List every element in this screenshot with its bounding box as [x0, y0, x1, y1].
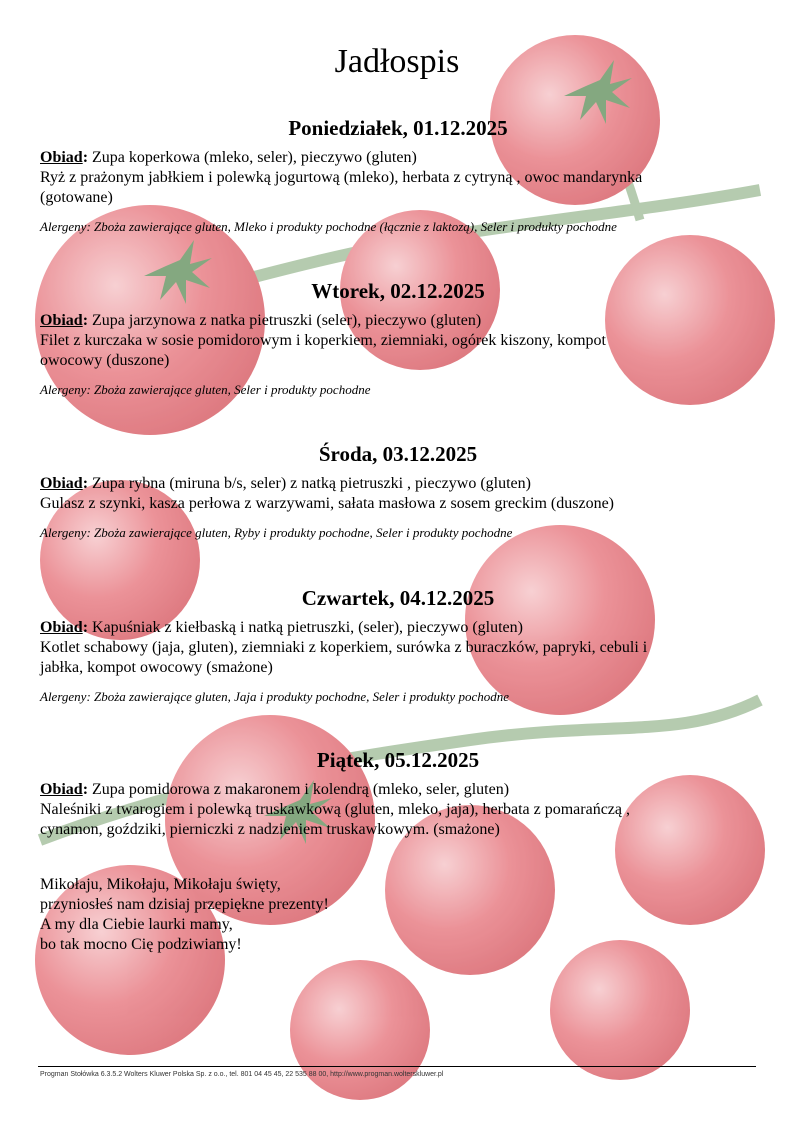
meal-line: Kotlet schabowy (jaja, gluten), ziemniaki z koperkiem, surówka z buraczków, papryki, cebuli i: [40, 639, 648, 656]
meal-line: cynamon, goździki, pierniczki z nadzieniem truskawkowym. (smażone): [40, 821, 500, 838]
poem-line: Mikołaju, Mikołaju, Mikołaju święty,: [40, 876, 281, 893]
day-heading: Wtorek, 02.12.2025: [311, 279, 485, 303]
day-friday: Piątek, 05.12.2025 Obiad: Zupa pomidorowa z makaronem i kolendrą (mleko, seler, gluten) Naleśniki z twarogiem i polewką truskawkową (gluten, mleko, jaja), herbata z pomarańczą , cynamon, goździki, pierniczki z nadzieniem truskawkowym. (smażone): [40, 746, 756, 840]
poem-line: przyniosłeś nam dzisiaj przepiękne prezenty!: [40, 896, 329, 913]
day-heading: Środa, 03.12.2025: [318, 442, 478, 466]
meal-line: owocowy (duszone): [40, 352, 170, 369]
day-heading: Piątek, 05.12.2025: [316, 748, 480, 772]
day-tuesday: Wtorek, 02.12.2025 Obiad: Zupa jarzynowa z natka pietruszki (seler), pieczywo (gluten) Filet z kurczaka w sosie pomidorowym i koperkiem, ziemniaki, ogórek kiszony, kompot owocowy (duszone) Alergeny: Zboża zawierające gluten, Seler i produkty pochodne: [40, 277, 756, 398]
poem-line: bo tak mocno Cię podziwiamy!: [40, 936, 242, 953]
meal-line: Naleśniki z twarogiem i polewką truskawkową (gluten, mleko, jaja), herbata z pomarańczą ,: [40, 801, 630, 818]
meal-line: Zupa pomidorowa z makaronem i kolendrą (mleko, seler, gluten): [92, 781, 510, 798]
day-thursday: Czwartek, 04.12.2025 Obiad: Kapuśniak z kiełbaską i natką pietruszki, (seler), pieczywo (gluten) Kotlet schabowy (jaja, gluten), ziemniaki z koperkiem, surówka z buraczków, papryki, cebuli i jabłka, kompot owocowy (smażone) Alergeny: Zboża zawierające gluten, Jaja i produkty pochodne, Seler i produkty pochodne: [40, 584, 756, 705]
day-heading: Czwartek, 04.12.2025: [301, 586, 495, 610]
allergens-text: Alergeny: Zboża zawierające gluten, Jaja i produkty pochodne, Seler i produkty pochodne: [40, 689, 509, 704]
meal-line: Kapuśniak z kiełbaską i natką pietruszki, (seler), pieczywo (gluten): [92, 619, 523, 636]
meal-line: Zupa jarzynowa z natka pietruszki (seler), pieczywo (gluten): [92, 312, 482, 329]
day-wednesday: Środa, 03.12.2025 Obiad: Zupa rybna (miruna b/s, seler) z natką pietruszki , pieczywo (gluten) Gulasz z szynki, kasza perłowa z warzywami, sałata masłowa z sosem greckim (duszone) Alergeny: Zboża zawierające gluten, Ryby i produkty pochodne, Seler i produkty pochodne: [40, 440, 756, 541]
meal-line: Zupa rybna (miruna b/s, seler) z natką pietruszki , pieczywo (gluten): [92, 475, 531, 492]
obiad-label: Obiad: [40, 149, 83, 166]
obiad-label: Obiad: [40, 475, 83, 492]
meal-line: Ryż z prażonym jabłkiem i polewką jogurtową (mleko), herbata z cytryną , owoc mandarynka: [40, 169, 643, 186]
meal-line: Gulasz z szynki, kasza perłowa z warzywami, sałata masłowa z sosem greckim (duszone): [40, 495, 615, 512]
day-heading: Poniedziałek, 01.12.2025: [288, 116, 508, 140]
obiad-label: Obiad: [40, 619, 83, 636]
meal-line: jabłka, kompot owocowy (smażone): [40, 659, 273, 676]
footer-divider: [38, 1066, 756, 1067]
obiad-label: Obiad: [40, 781, 83, 798]
meal-line: (gotowane): [40, 189, 113, 206]
obiad-label: Obiad: [40, 312, 83, 329]
allergens-text: Alergeny: Zboża zawierające gluten, Mleko i produkty pochodne (łącznie z laktozą), Seler i produkty pochodne: [40, 219, 617, 234]
day-monday: Poniedziałek, 01.12.2025 Obiad: Zupa koperkowa (mleko, seler), pieczywo (gluten) Ryż z prażonym jabłkiem i polewką jogurtową (mleko), herbata z cytryną , owoc mandarynka (gotowane) Alergeny: Zboża zawierające gluten, Mleko i produkty pochodne (łącznie z laktozą), Seler i produkty pochodne: [40, 114, 756, 235]
poem: [40, 875, 329, 955]
meal-line: Zupa koperkowa (mleko, seler), pieczywo (gluten): [92, 149, 417, 166]
poem-line: A my dla Ciebie laurki mamy,: [40, 916, 233, 933]
page-title: Jadłospis: [334, 43, 460, 80]
allergens-text: Alergeny: Zboża zawierające gluten, Seler i produkty pochodne: [40, 382, 371, 397]
allergens-text: Alergeny: Zboża zawierające gluten, Ryby i produkty pochodne, Seler i produkty pochodne: [40, 525, 513, 540]
meal-line: Filet z kurczaka w sosie pomidorowym i koperkiem, ziemniaki, ogórek kiszony, kompot: [40, 332, 606, 349]
footer-text: Progman Stołówka 6.3.5.2 Wolters Kluwer Polska Sp. z o.o., tel. 801 04 45 45, 22 535 88 00, http://www.progman.wolterskluwer.pl: [40, 1071, 444, 1078]
